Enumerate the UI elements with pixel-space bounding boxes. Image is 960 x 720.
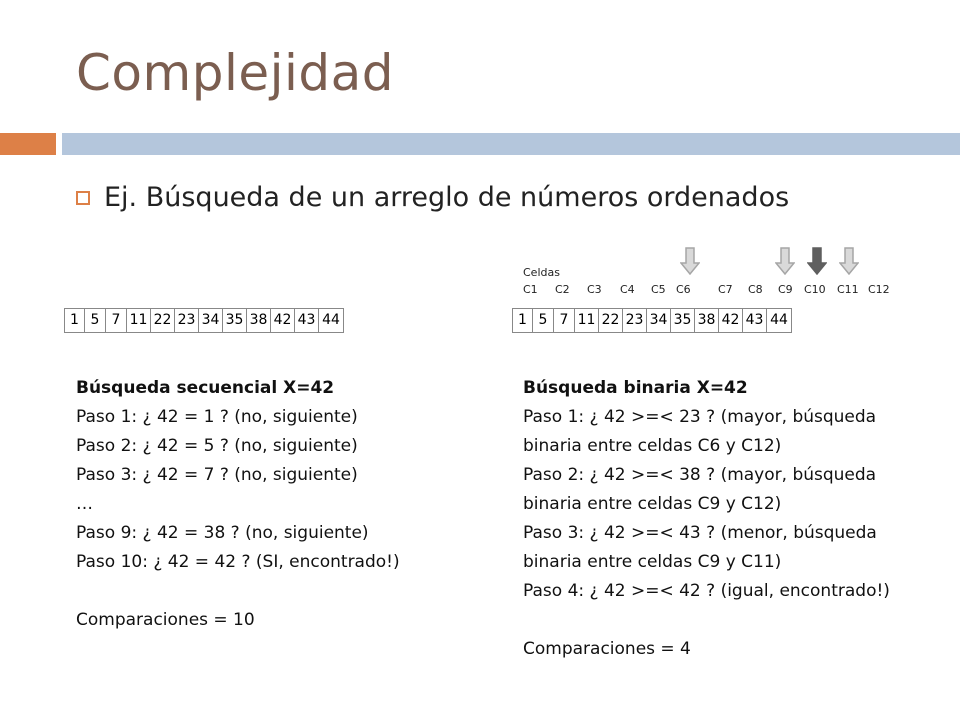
sequential-step-line: … [76, 494, 93, 514]
binary-step-line: Paso 1: ¿ 42 >=< 23 ? (mayor, búsqueda [523, 407, 877, 427]
sequential-array-cell: 42 [271, 309, 295, 332]
sequential-step-line: Paso 2: ¿ 42 = 5 ? (no, siguiente) [76, 436, 358, 456]
binary-search-block [523, 374, 890, 664]
cell-label: C8 [748, 283, 763, 296]
cell-label: C6 [676, 283, 691, 296]
bullet-text: Ej. Búsqueda de un arreglo de números ordenados [104, 182, 790, 213]
sequential-step-line: Paso 9: ¿ 42 = 38 ? (no, siguiente) [76, 523, 369, 543]
binary-array-cell: 34 [647, 309, 671, 332]
down-arrow-icon [775, 247, 795, 275]
binary-array-cell: 5 [533, 309, 554, 332]
cell-label: C7 [718, 283, 733, 296]
cell-label: C10 [804, 283, 826, 296]
binary-array-cell: 38 [695, 309, 719, 332]
binary-array-cell: 7 [554, 309, 575, 332]
sequential-array-cell: 34 [199, 309, 223, 332]
down-arrow-icon [839, 247, 859, 275]
binary-array-cell: 35 [671, 309, 695, 332]
array-sequential [64, 308, 344, 333]
down-arrow-icon [807, 247, 827, 275]
binary-array-cell: 22 [599, 309, 623, 332]
down-arrow-icon [680, 247, 700, 275]
binary-array-cell: 11 [575, 309, 599, 332]
cell-label: C9 [778, 283, 793, 296]
cell-label: C11 [837, 283, 859, 296]
accent-bar-orange [0, 133, 56, 155]
binary-array-cell: 42 [719, 309, 743, 332]
sequential-array-cell: 38 [247, 309, 271, 332]
sequential-array-cell: 1 [65, 309, 85, 332]
cell-label: C12 [868, 283, 890, 296]
sequential-search-block [76, 374, 400, 635]
binary-step-line: Paso 2: ¿ 42 >=< 38 ? (mayor, búsqueda [523, 465, 877, 485]
sequential-array-cell: 5 [85, 309, 106, 332]
binary-array-cell: 44 [770, 312, 788, 328]
binary-step-line: Comparaciones = 4 [523, 639, 691, 659]
sequential-array-cell: 22 [151, 309, 175, 332]
cell-label: C3 [587, 283, 602, 296]
binary-step-line: Paso 3: ¿ 42 >=< 43 ? (menor, búsqueda [523, 523, 877, 543]
accent-bar-blue [62, 133, 960, 155]
square-bullet-icon [76, 191, 90, 205]
sequential-step-line: Paso 10: ¿ 42 = 42 ? (SI, encontrado!) [76, 552, 400, 572]
binary-heading: Búsqueda binaria X=42 [523, 378, 748, 398]
binary-array-cell: 1 [513, 309, 533, 332]
sequential-array-cell: 7 [106, 309, 127, 332]
cells-header: Celdas [523, 266, 560, 279]
sequential-step-line [76, 577, 400, 606]
binary-step-line: binaria entre celdas C6 y C12) [523, 436, 782, 456]
sequential-array-cell: 43 [295, 309, 319, 332]
bullet-row [76, 182, 789, 213]
binary-step-line [523, 606, 890, 635]
sequential-array-cell: 23 [175, 309, 199, 332]
cell-label: C4 [620, 283, 635, 296]
sequential-step-line: Paso 1: ¿ 42 = 1 ? (no, siguiente) [76, 407, 358, 427]
sequential-step-line: Comparaciones = 10 [76, 610, 255, 630]
sequential-heading: Búsqueda secuencial X=42 [76, 378, 335, 398]
array-binary [512, 308, 792, 333]
sequential-step-line: Paso 3: ¿ 42 = 7 ? (no, siguiente) [76, 465, 358, 485]
cell-label: C5 [651, 283, 666, 296]
binary-array-cell: 23 [623, 309, 647, 332]
sequential-array-cell: 44 [322, 312, 340, 328]
binary-step-line: binaria entre celdas C9 y C12) [523, 494, 782, 514]
cell-label: C1 [523, 283, 538, 296]
binary-step-line: Paso 4: ¿ 42 >=< 42 ? (igual, encontrado!) [523, 581, 890, 601]
sequential-array-cell: 35 [223, 309, 247, 332]
binary-step-line: binaria entre celdas C9 y C11) [523, 552, 782, 572]
binary-array-cell: 43 [743, 309, 767, 332]
page-title: Complejidad [76, 44, 394, 102]
cell-label: C2 [555, 283, 570, 296]
sequential-array-cell: 11 [127, 309, 151, 332]
